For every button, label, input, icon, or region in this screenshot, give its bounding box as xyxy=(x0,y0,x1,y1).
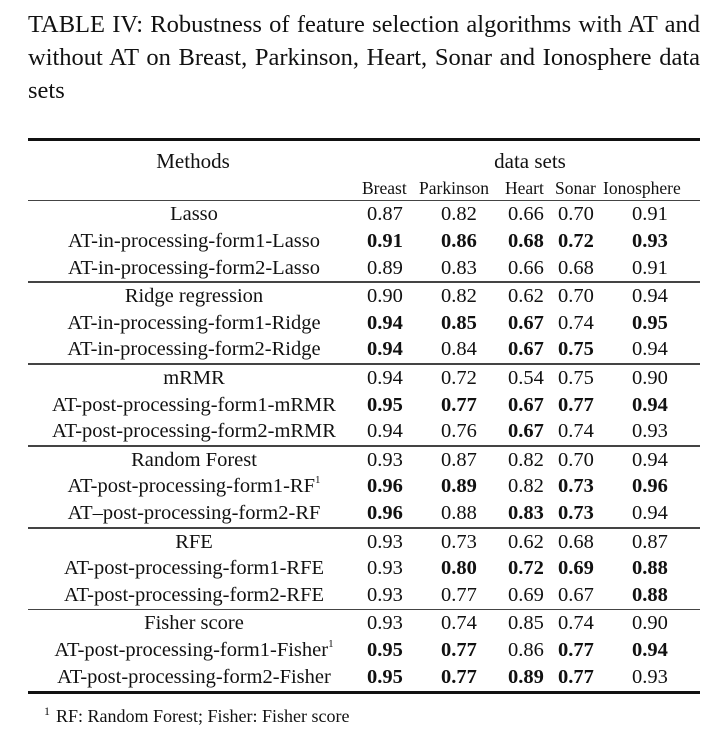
value-breast: 0.93 xyxy=(367,448,403,471)
value-sonar: 0.73 xyxy=(558,475,594,498)
value-parkinson: 0.89 xyxy=(441,475,477,498)
method-name xyxy=(28,230,360,253)
method-name xyxy=(28,639,360,662)
value-ionosphere: 0.91 xyxy=(632,203,668,225)
table-row xyxy=(28,201,700,228)
value-sonar: 0.70 xyxy=(558,203,594,225)
table-row xyxy=(28,255,700,282)
value-parkinson: 0.86 xyxy=(441,229,477,252)
method-name xyxy=(28,285,360,308)
method-name xyxy=(28,502,360,525)
value-parkinson: 0.77 xyxy=(441,584,477,607)
table-row xyxy=(28,447,700,474)
method-name xyxy=(28,203,360,226)
value-parkinson: 0.85 xyxy=(441,311,477,334)
table-row xyxy=(28,365,700,392)
method-label: AT-post-processing-form1-RF xyxy=(67,475,315,498)
value-ionosphere: 0.90 xyxy=(632,366,668,389)
value-parkinson: 0.83 xyxy=(441,256,477,279)
value-sonar: 0.67 xyxy=(558,584,594,607)
value-breast: 0.94 xyxy=(367,338,403,361)
footnote-ref: 1 xyxy=(328,638,334,651)
value-breast: 0.93 xyxy=(367,530,403,553)
value-parkinson: 0.74 xyxy=(441,612,477,635)
method-name xyxy=(28,584,360,607)
value-parkinson: 0.82 xyxy=(441,203,477,225)
value-breast: 0.94 xyxy=(367,420,403,443)
bottom-rule xyxy=(28,691,700,694)
value-parkinson: 0.77 xyxy=(441,639,477,662)
value-breast: 0.90 xyxy=(367,284,403,307)
method-name xyxy=(28,612,360,635)
value-sonar: 0.72 xyxy=(558,229,594,252)
footnote-text: RF: Random Forest; Fisher: Fisher score xyxy=(56,706,350,726)
method-label: AT-in-processing-form2-Lasso xyxy=(67,256,321,279)
value-heart: 0.67 xyxy=(508,420,544,443)
value-heart: 0.67 xyxy=(508,393,544,416)
value-heart: 0.68 xyxy=(508,229,544,252)
value-heart: 0.86 xyxy=(508,639,544,662)
value-ionosphere: 0.93 xyxy=(632,229,668,252)
value-ionosphere: 0.96 xyxy=(632,475,668,498)
value-ionosphere: 0.93 xyxy=(632,420,668,443)
value-sonar: 0.68 xyxy=(558,256,594,279)
value-sonar: 0.69 xyxy=(558,557,594,580)
table-row xyxy=(28,283,700,310)
value-parkinson: 0.82 xyxy=(441,284,477,307)
method-label: AT-in-processing-form2-Ridge xyxy=(67,338,321,361)
method-name xyxy=(28,531,360,554)
method-label: AT-post-processing-form1-RFE xyxy=(63,557,325,580)
method-label: AT–post-processing-form2-RF xyxy=(67,502,321,525)
method-label: mRMR xyxy=(163,366,225,389)
value-sonar: 0.74 xyxy=(558,311,594,334)
value-breast: 0.93 xyxy=(367,612,403,635)
value-sonar: 0.77 xyxy=(558,393,594,416)
table-row xyxy=(28,582,700,609)
value-heart: 0.67 xyxy=(508,311,544,334)
table-row xyxy=(28,392,700,419)
method-label: AT-post-processing-form2-mRMR xyxy=(52,420,336,443)
method-name xyxy=(28,449,360,472)
value-breast: 0.89 xyxy=(367,256,403,279)
value-sonar: 0.75 xyxy=(558,338,594,361)
methods-header: Methods xyxy=(156,148,230,173)
method-name xyxy=(28,257,360,280)
value-ionosphere: 0.94 xyxy=(632,639,668,662)
method-name xyxy=(28,394,360,417)
value-parkinson: 0.87 xyxy=(441,448,477,471)
method-label: Fisher score xyxy=(144,612,244,635)
table-row xyxy=(28,637,700,664)
method-label: AT-in-processing-form1-Lasso xyxy=(67,229,321,252)
value-heart: 0.54 xyxy=(508,366,544,389)
value-breast: 0.94 xyxy=(367,311,403,334)
value-ionosphere: 0.91 xyxy=(632,256,668,279)
value-parkinson: 0.84 xyxy=(441,338,477,361)
method-name xyxy=(28,367,360,390)
value-sonar: 0.68 xyxy=(558,530,594,553)
value-heart: 0.66 xyxy=(508,256,544,279)
table-row xyxy=(28,418,700,445)
value-parkinson: 0.80 xyxy=(441,557,477,580)
value-sonar: 0.75 xyxy=(558,366,594,389)
value-ionosphere: 0.94 xyxy=(632,338,668,361)
value-ionosphere: 0.94 xyxy=(632,284,668,307)
value-breast: 0.87 xyxy=(367,203,403,225)
method-label: AT-post-processing-form2-Fisher xyxy=(57,666,331,689)
value-breast: 0.93 xyxy=(367,584,403,607)
value-heart: 0.89 xyxy=(508,666,544,689)
value-breast: 0.91 xyxy=(367,229,403,252)
value-breast: 0.93 xyxy=(367,557,403,580)
table-caption: TABLE IV: Robustness of feature selection algorithms with AT and without AT on Breast, Parkinson, Heart, Sonar and Ionosphere data sets xyxy=(28,11,700,104)
value-sonar: 0.73 xyxy=(558,502,594,525)
footnote-ref: 1 xyxy=(315,474,321,487)
method-label: AT-post-processing-form1-Fisher xyxy=(54,639,329,662)
method-label: Lasso xyxy=(170,203,218,225)
method-name xyxy=(28,557,360,580)
value-ionosphere: 0.88 xyxy=(632,557,668,580)
value-parkinson: 0.73 xyxy=(441,530,477,553)
value-ionosphere: 0.88 xyxy=(632,584,668,607)
method-label: RFE xyxy=(175,530,213,553)
col-parkinson: Parkinson xyxy=(419,177,489,198)
value-breast: 0.96 xyxy=(367,475,403,498)
value-sonar: 0.74 xyxy=(558,612,594,635)
table-row xyxy=(28,664,700,691)
col-sonar: Sonar xyxy=(555,177,596,198)
method-name xyxy=(28,312,360,335)
table-row xyxy=(28,310,700,337)
method-label: Ridge regression xyxy=(124,284,264,307)
value-heart: 0.82 xyxy=(508,475,544,498)
value-heart: 0.69 xyxy=(508,584,544,607)
value-ionosphere: 0.93 xyxy=(632,666,668,689)
value-sonar: 0.70 xyxy=(558,448,594,471)
value-ionosphere: 0.94 xyxy=(632,393,668,416)
table-row xyxy=(28,610,700,637)
table-row xyxy=(28,228,700,255)
value-ionosphere: 0.90 xyxy=(632,612,668,635)
value-breast: 0.95 xyxy=(367,666,403,689)
value-breast: 0.94 xyxy=(367,366,403,389)
method-name xyxy=(28,666,360,689)
results-table xyxy=(28,138,700,694)
method-label: AT-in-processing-form1-Ridge xyxy=(67,311,321,334)
table-row xyxy=(28,473,700,500)
method-label: AT-post-processing-form1-mRMR xyxy=(52,393,336,416)
value-heart: 0.82 xyxy=(508,448,544,471)
method-label: Random Forest xyxy=(131,448,257,471)
value-heart: 0.72 xyxy=(508,557,544,580)
table-row xyxy=(28,336,700,363)
value-breast: 0.96 xyxy=(367,502,403,525)
value-sonar: 0.77 xyxy=(558,639,594,662)
value-heart: 0.62 xyxy=(508,530,544,553)
value-ionosphere: 0.94 xyxy=(632,448,668,471)
value-sonar: 0.74 xyxy=(558,420,594,443)
header-row xyxy=(28,141,700,175)
table-row xyxy=(28,529,700,556)
value-parkinson: 0.88 xyxy=(441,502,477,525)
method-name xyxy=(28,338,360,361)
value-sonar: 0.70 xyxy=(558,284,594,307)
col-ionosphere: Ionosphere xyxy=(603,177,681,198)
value-breast: 0.95 xyxy=(367,639,403,662)
col-heart: Heart xyxy=(505,177,544,198)
value-parkinson: 0.76 xyxy=(441,420,477,443)
footnote-mark: 1 xyxy=(44,704,50,718)
datasets-header: data sets xyxy=(494,148,566,173)
method-name xyxy=(28,475,360,498)
dataset-columns-row xyxy=(28,175,700,200)
method-name xyxy=(28,420,360,443)
table-row xyxy=(28,555,700,582)
value-heart: 0.67 xyxy=(508,338,544,361)
value-ionosphere: 0.94 xyxy=(632,502,668,525)
value-heart: 0.83 xyxy=(508,502,544,525)
value-heart: 0.85 xyxy=(508,612,544,635)
col-breast: Breast xyxy=(362,177,407,198)
table-body xyxy=(28,200,700,691)
value-sonar: 0.77 xyxy=(558,666,594,689)
value-parkinson: 0.77 xyxy=(441,666,477,689)
value-ionosphere: 0.95 xyxy=(632,311,668,334)
value-heart: 0.62 xyxy=(508,284,544,307)
table-footnote xyxy=(44,706,350,727)
value-heart: 0.66 xyxy=(508,203,544,225)
method-label: AT-post-processing-form2-RFE xyxy=(63,584,325,607)
value-breast: 0.95 xyxy=(367,393,403,416)
value-parkinson: 0.77 xyxy=(441,393,477,416)
table-row xyxy=(28,500,700,527)
value-ionosphere: 0.87 xyxy=(632,530,668,553)
value-parkinson: 0.72 xyxy=(441,366,477,389)
